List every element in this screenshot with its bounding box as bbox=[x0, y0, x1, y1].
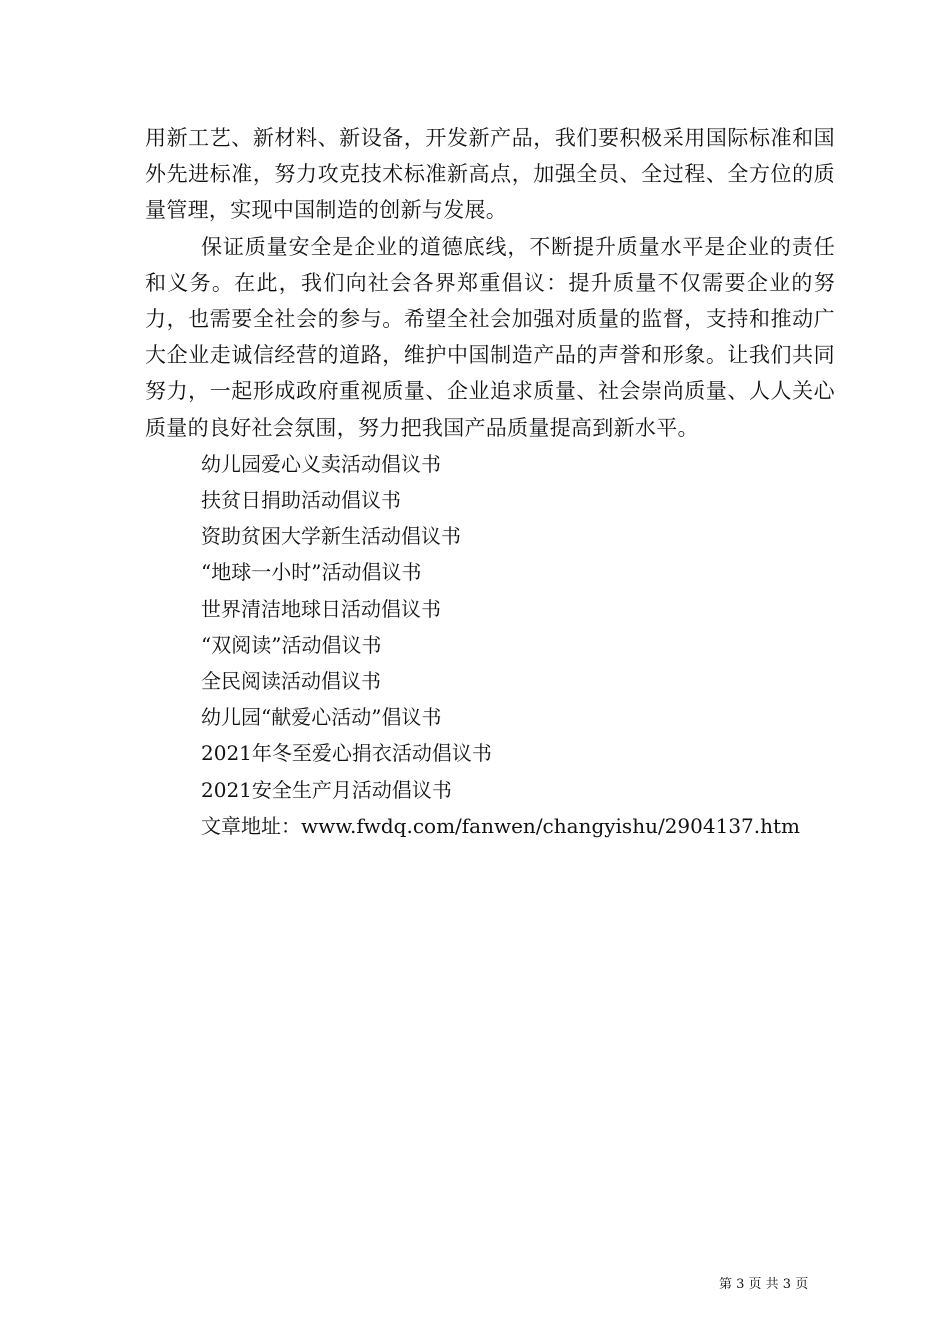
related-article-link[interactable]: 扶贫日捐助活动倡议书 bbox=[201, 488, 401, 513]
related-article-link[interactable]: 全民阅读活动倡议书 bbox=[201, 669, 381, 694]
related-article-link[interactable]: 2021年冬至爱心捐衣活动倡议书 bbox=[201, 741, 492, 766]
related-articles-list bbox=[145, 446, 835, 808]
article-address: 文章地址：www.fwdq.com/fanwen/changyishu/2904137.htm bbox=[201, 813, 801, 838]
related-article-link[interactable]: 幼儿园爱心义卖活动倡议书 bbox=[201, 451, 441, 476]
related-article-link[interactable]: 2021安全生产月活动倡议书 bbox=[201, 777, 452, 802]
related-article-link[interactable]: 资助贫困大学新生活动倡议书 bbox=[201, 524, 461, 549]
related-article-link[interactable]: 幼儿园“献爱心活动”倡议书 bbox=[201, 705, 442, 730]
paragraph-proposal: 保证质量安全是企业的道德底线，不断提升质量水平是企业的责任和义务。在此，我们向社会各界郑重倡议：提升质量不仅需要企业的努力，也需要全社会的参与。希望全社会加强对质量的监督，支持和推动广大企业走诚信经营的道路，维护中国制造产品的声誉和形象。让我们共同努力，一起形成政府重视质量、企业追求质量、社会崇尚质量、人人关心质量的良好社会氛围，努力把我国产品质量提高到新水平。 bbox=[145, 234, 835, 440]
paragraph-continuation: 用新工艺、新材料、新设备，开发新产品，我们要积极采用国际标准和国外先进标准，努力攻克技术标准新高点，加强全员、全过程、全方位的质量管理，实现中国制造的创新与发展。 bbox=[145, 126, 835, 223]
related-article-link[interactable]: 世界清洁地球日活动倡议书 bbox=[201, 596, 441, 621]
related-article-link[interactable]: “地球一小时”活动倡议书 bbox=[201, 560, 422, 585]
page-number-footer: 第 3 页 共 3 页 bbox=[719, 1277, 809, 1292]
related-article-link[interactable]: “双阅读”活动倡议书 bbox=[201, 632, 382, 657]
document-body bbox=[145, 120, 835, 844]
